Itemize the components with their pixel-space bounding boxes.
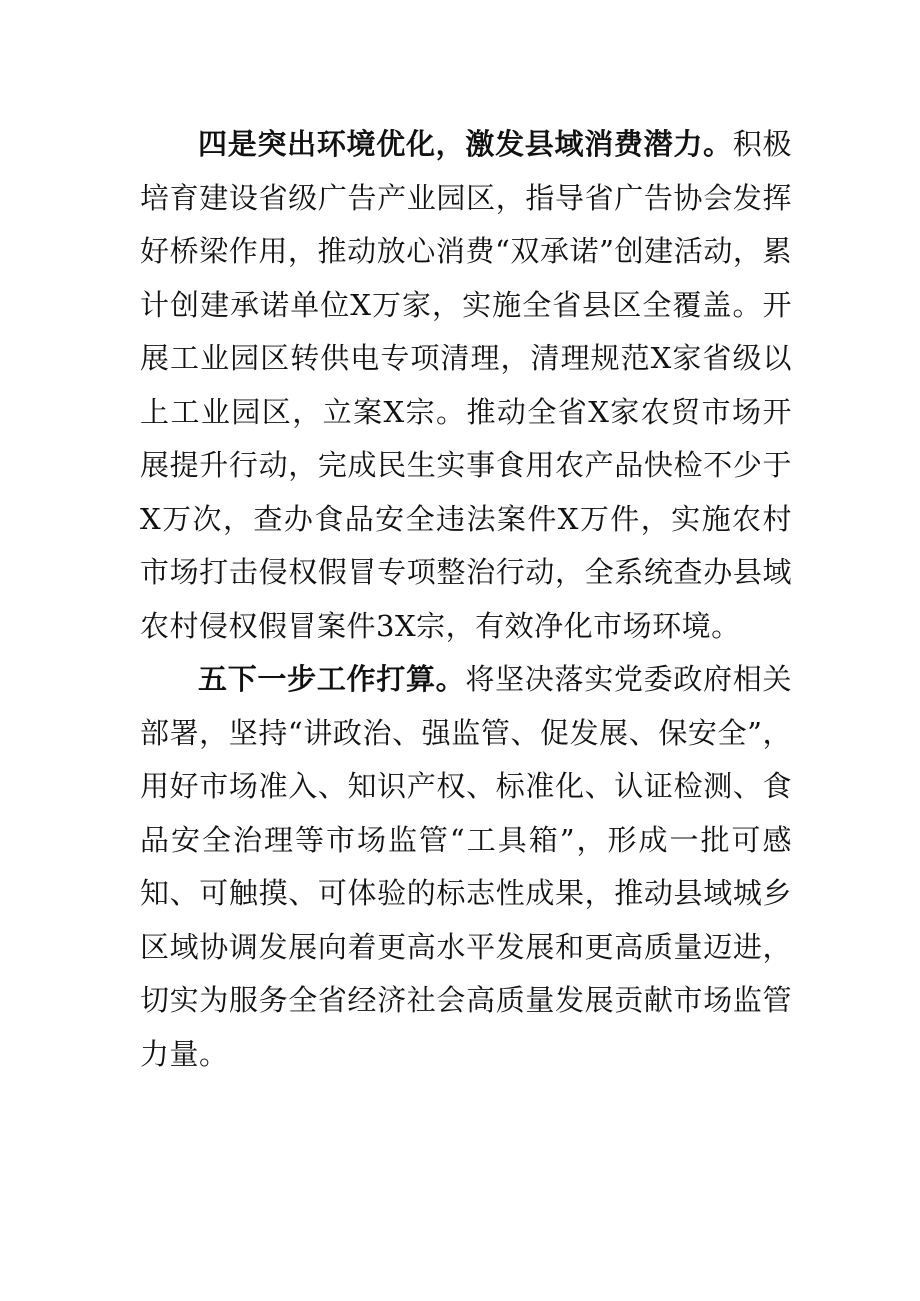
paragraph-5-body: 将坚决落实党委政府相关部署，坚持“讲政治、强监管、促发展、保安全”，用好市场准入、知识产权、标准化、认证检测、食品安全治理等市场监管“工具箱”，形成一批可感知、可触摸、可体验的标志性成果，推动县域城乡区域协调发展向着更高水平发展和更高质量迈进，切实为服务全省经济社会高质量发展贡献市场监管力量。	[140, 662, 792, 1071]
paragraph-4-heading: 四是突出环境优化，激发县域消费潜力。	[198, 127, 733, 161]
paragraph-5-heading: 五下一步工作打算。	[198, 662, 466, 696]
paragraph-4-body: 积极培育建设省级广告产业园区，指导省广告协会发挥好桥梁作用，推动放心消费“双承诺”创建活动，累计创建承诺单位X万家，实施全省县区全覆盖。开展工业园区转供电专项清理，清理规范X家省级以上工业园区，立案X宗。推动全省X家农贸市场开展提升行动，完成民生实事食用农产品快检不少于X万次，查办食品安全违法案件X万件，实施农村市场打击侵权假冒专项整治行动，全系统查办县域农村侵权假冒案件3X宗，有效净化市场环境。	[140, 127, 792, 643]
paragraph-5	[140, 653, 792, 1081]
paragraph-4	[140, 118, 792, 653]
